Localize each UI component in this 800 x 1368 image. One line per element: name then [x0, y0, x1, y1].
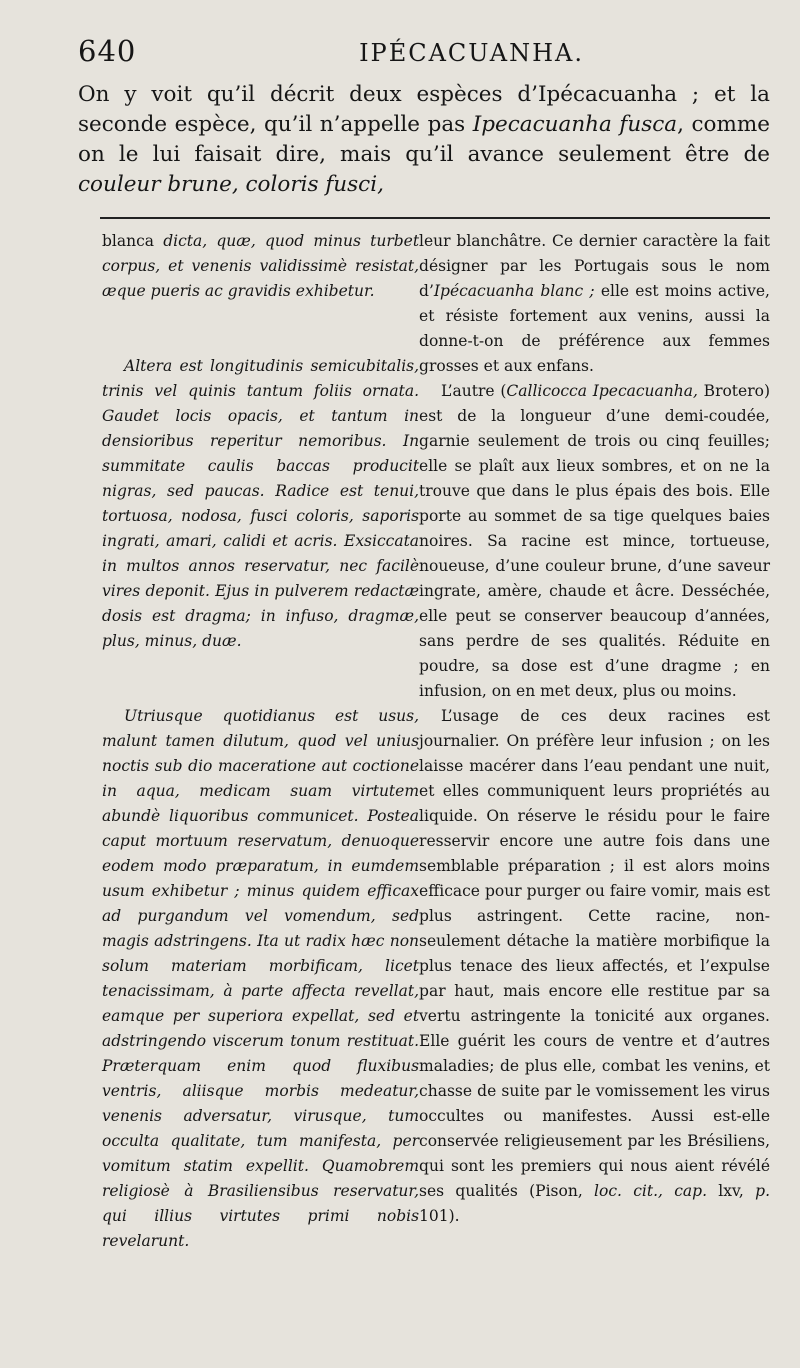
intro-text: On y voit qu’il décrit deux espèces d’Ipécacuanha ; et la seconde espèce, qu’il n’appelle pas [78, 82, 770, 137]
french-citation: p. [755, 1182, 770, 1200]
french-author: Pison [535, 1182, 578, 1200]
intro-term-fusca: Ipecacuanha fusca [472, 112, 678, 137]
french-term: Ipécacuanha blanc ; [433, 282, 595, 300]
french-text: Brotero) est de la longueur d’une demi-coudée, garnie seulement de trois ou cinq feuilles; elle se plaît aux lieux sombres, et on ne la trouve que dans le plus épais des bois. Elle porte au sommet de sa tige quelques baies noires. Sa racine est mince, tortueuse, noueuse, d’une couleur brune, d’une saveur ingrate, amère, chaude et âcre. Desséchée, elle peut se conserver beaucoup d’années, sans perdre de ses qualités. Réduite en poudre, sa dose est d’une dragme ; en infusion, on en met deux, plus ou moins. [419, 382, 770, 700]
french-paragraph [419, 704, 770, 1229]
latin-paragraph: Utriusque quotidianus est usus, malunt tamen dilutum, quod vel unius noctis sub dio maceratione aut coctione in aqua, medicam suam virtutem abundè liquoribus communicet. Postea caput mortuum reservatum, denuoque eodem modo præparatum, in eumdem usum exhibetur ; minus quidem efficax ad purgandum vel vomendum, sed magis adstringens. Ita ut radix hæc non solum materiam morbificam, licet tenacissimam, à parte affecta revellat, eamque per superiora expellat, sed et adstringendo viscerum tonum restituat. Præterquam enim quod fluxibus ventris, aliisque morbis medeatur, venenis adversatur, virusque, tum occulta qualitate, tum manifesta, per vomitum statim expellit. Quamobrem religiosè à Brasiliensibus reservatur, qui illius virtutes primi nobis revelarunt. [102, 707, 420, 1250]
two-column-text [78, 229, 770, 1254]
page-header [78, 34, 770, 76]
latin-text: dicta, quæ, quod minus turbet corpus, et venenis validissimè resistat, æque pueris ac gravidis exhibetur. [102, 232, 420, 300]
latin-roman-word: blanca [102, 232, 164, 250]
paragraph-gap [102, 654, 419, 704]
intro-term-color: couleur brune, coloris fusci, [78, 172, 384, 197]
french-text: L’usage de ces deux racines est journalier. On préfère leur infusion ; on les laisse macérer dans l’eau pendant une nuit, et elles communiquent leurs propriétés au liquide. On réserve le résidu pour le faire resservir encore une autre fois dans une semblable préparation ; il est alors moins efficace pour purger ou faire vomir, mais est plus astringent. Cette racine, non-seulement détache la matière morbifique la plus tenace des lieux affectés, et l’expulse par haut, mais encore elle restitue par sa vertu astringente la tonicité aux organes. Elle guérit les cours de ventre et d’autres maladies; de plus elle, combat les venins, et chasse de suite par le vomissement les virus occultes ou manifestes. Aussi est-elle conservée religieusement par les Brésiliens, qui sont les premiers qui nous aient révélé ses qualités ( [419, 707, 770, 1200]
page-number: 640 [78, 34, 137, 68]
french-text: 101). [419, 1207, 460, 1225]
french-text: L’autre ( [441, 382, 507, 400]
french-column [419, 229, 770, 1254]
french-text: elle est moins active, et résiste fortement aux venins, aussi la donne-t-on de préférence aux femmes grosses et aux enfans. [419, 282, 770, 375]
intro-text: , comme on le lui faisait dire, mais qu’il avance seulement être de [78, 112, 770, 167]
french-paragraph [419, 379, 770, 704]
latin-paragraph [102, 229, 419, 304]
latin-column [102, 229, 419, 1254]
running-title: IPÉCACUANHA. [359, 39, 584, 67]
section-rule [100, 217, 770, 219]
latin-paragraph: Altera est longitudinis semicubitalis, trinis vel quinis tantum foliis ornata. Gaudet locis opacis, et tantum in densioribus reperitur nemoribus. In summitate caulis baccas producit nigras, sed paucas. Radice est tenui, tortuosa, nodosa, fusci coloris, saporis ingrati, amari, calidi et acris. Exsiccata in multos annos reservatur, nec facilè vires deponit. Ejus in pulverem redactæ dosis est dragma; in infuso, dragmæ, plus, minus, duæ. [102, 357, 420, 650]
french-paragraph [419, 229, 770, 379]
french-text: , [577, 1182, 595, 1200]
french-text: leur blanchâtre. Ce dernier caractère la fait désigner par les Portugais sous le nom d’ [419, 232, 770, 300]
french-term: Callicocca Ipecacuanha, [506, 382, 698, 400]
french-text: lxv, [707, 1182, 756, 1200]
french-citation: loc. cit., cap. [594, 1182, 708, 1200]
paragraph-gap [102, 304, 419, 354]
intro-paragraph [78, 80, 770, 200]
